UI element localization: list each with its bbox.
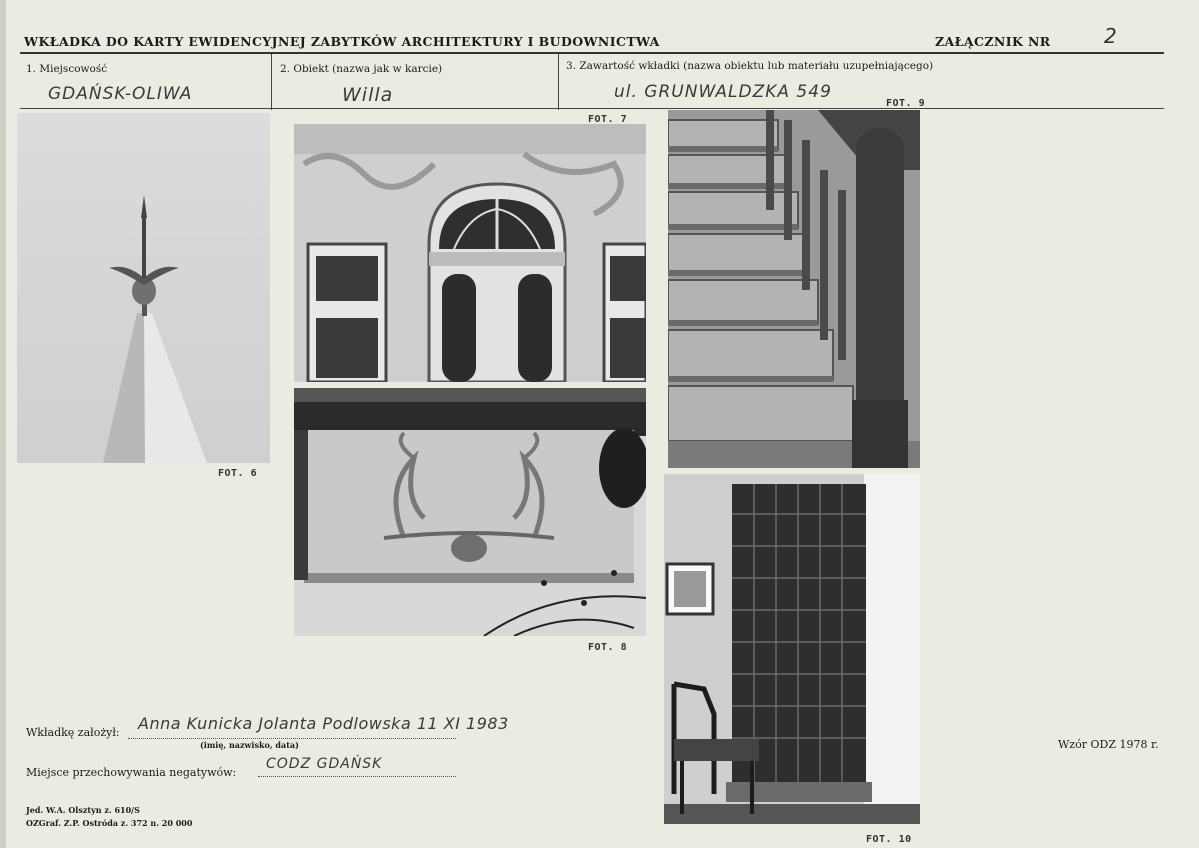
photo-facade-window xyxy=(294,124,646,382)
caption-fot9: FOT. 9 xyxy=(886,98,926,109)
field-object-value: Willa xyxy=(342,84,394,106)
field-content-label: 3. Zawartość wkładki (nazwa obiektu lub materiału uzupełniającego) xyxy=(566,60,934,72)
caption-fot7: FOT. 7 xyxy=(588,114,628,125)
photo-ornament xyxy=(294,388,646,636)
photo-spire xyxy=(17,113,270,463)
paper-edge xyxy=(0,0,6,848)
photo-tiled-stove xyxy=(664,474,920,824)
author-value: Anna Kunicka Jolanta Podlowska 11 XI 1983 xyxy=(138,714,509,733)
author-label: Wkładkę założył: xyxy=(26,726,120,739)
field-object-label: 2. Obiekt (nazwa jak w karcie) xyxy=(280,63,443,75)
printer-line-1: Jed. W.A. Olsztyn z. 610/S xyxy=(26,805,140,815)
caption-fot6: FOT. 6 xyxy=(218,468,258,479)
field-divider-1 xyxy=(271,54,272,110)
header-rule-bottom xyxy=(20,108,1164,109)
form-note: Wzór ODZ 1978 r. xyxy=(1058,738,1159,751)
author-line xyxy=(128,738,456,739)
photo-staircase xyxy=(668,110,920,468)
printer-line-2: OZGraf. Z.P. Ostróda z. 372 n. 20 000 xyxy=(26,818,193,828)
caption-fot8: FOT. 8 xyxy=(588,642,628,653)
field-divider-2 xyxy=(558,54,559,110)
attachment-number: 2 xyxy=(1104,24,1117,48)
form-title: WKŁADKA DO KARTY EWIDENCYJNEJ ZABYTKÓW ARCHITEKTURY I BUDOWNICTWA xyxy=(24,34,660,49)
caption-fot10: FOT. 10 xyxy=(866,834,912,845)
attachment-label: ZAŁĄCZNIK NR xyxy=(935,34,1051,49)
field-content-value: ul. GRUNWALDZKA 549 xyxy=(614,82,832,102)
author-hint: (imię, nazwisko, data) xyxy=(200,740,299,750)
header-rule-top xyxy=(20,52,1164,54)
storage-line xyxy=(258,776,456,777)
storage-label: Miejsce przechowywania negatywów: xyxy=(26,766,237,779)
field-place-value: GDAŃSK-OLIWA xyxy=(48,84,193,104)
storage-value: CODZ GDAŃSK xyxy=(266,756,383,772)
field-place-label: 1. Miejscowość xyxy=(26,63,108,75)
